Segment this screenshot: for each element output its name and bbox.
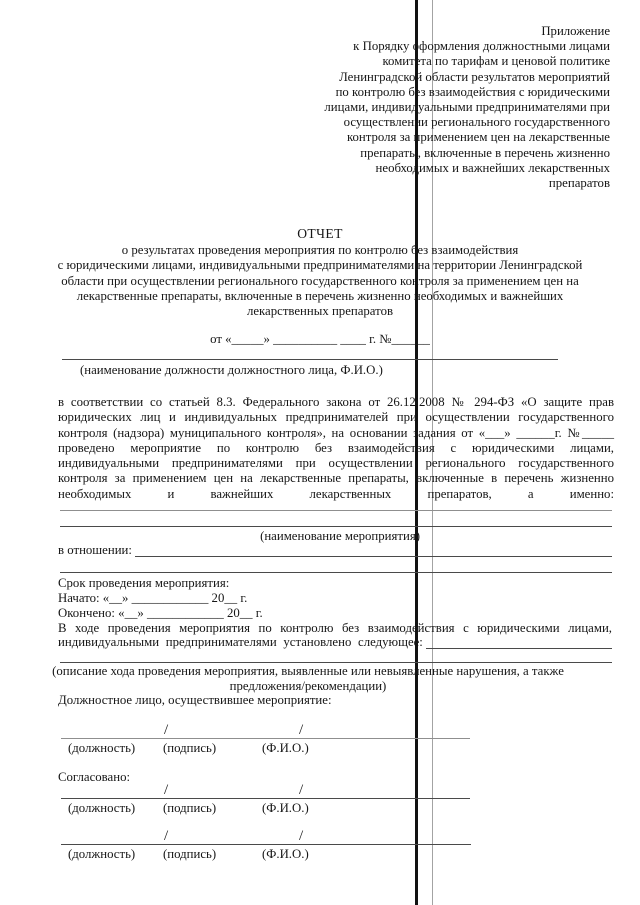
signature-slash: / bbox=[164, 722, 169, 738]
event-name-field-line bbox=[60, 510, 612, 511]
appendix-line: лицами, индивидуальными предпринимателями при bbox=[324, 100, 610, 115]
event-name-field-line bbox=[60, 526, 612, 527]
signature-name-caption: (Ф.И.О.) bbox=[262, 847, 309, 861]
started-line: Начато: «__» ____________ 20__ г. bbox=[58, 591, 248, 605]
course-line: индивидуальными предпринимателями установлено следующее: bbox=[58, 635, 423, 649]
official-name-caption: (наименование должности должностного лица, Ф.И.О.) bbox=[80, 363, 383, 377]
report-subtitle-line: лекарственные препараты, включенные в перечень жизненно необходимых и важнейших bbox=[76, 288, 564, 303]
description-field-line bbox=[60, 662, 612, 663]
appendix-line: препаратов bbox=[548, 176, 610, 191]
course-row bbox=[58, 635, 612, 650]
signature-slash: / bbox=[164, 828, 169, 844]
legal-basis-line: в соответствии со статьей 8.3. Федерального закона от 26.12.2008 № 294-ФЗ «О защите прав bbox=[58, 395, 614, 409]
established-field-line bbox=[426, 636, 612, 649]
description-caption: предложения/рекомендации) bbox=[229, 679, 387, 693]
signature-slash: / bbox=[299, 828, 304, 844]
appendix-line: препараты, включенные в перечень жизненно bbox=[360, 145, 610, 160]
signature-name-caption: (Ф.И.О.) bbox=[262, 741, 309, 755]
report-subtitle-line: области при осуществлении регионального государственного контроля за применением цен на bbox=[61, 273, 579, 288]
appendix-line: контроля за применением цен на лекарственные bbox=[346, 130, 610, 145]
finished-line: Окончено: «__» ____________ 20__ г. bbox=[58, 606, 263, 620]
report-title-block bbox=[30, 226, 610, 319]
signature-slash: / bbox=[164, 782, 169, 798]
official-person-label: Должностное лицо, осуществившее мероприятие: bbox=[58, 693, 332, 707]
appendix-line: комитета по тарифам и ценовой политике bbox=[382, 54, 610, 69]
signature-sign-caption: (подпись) bbox=[163, 801, 217, 815]
official-name-field-line bbox=[62, 359, 558, 360]
signature-sign-caption: (подпись) bbox=[163, 741, 217, 755]
appendix-header bbox=[190, 24, 610, 191]
legal-basis-line: контроля за применением цен на лекарственные препараты, включенные в перечень жизненно bbox=[58, 471, 614, 486]
signature-line bbox=[61, 798, 470, 799]
legal-basis-line: проведено мероприятие по контролю без взаимодействия с юридическими лицами, bbox=[58, 440, 614, 455]
legal-basis-line: индивидуальными предпринимателями при осуществлении регионального государственного bbox=[58, 456, 614, 471]
report-title: ОТЧЕТ bbox=[297, 226, 343, 241]
signature-position-caption: (должность) bbox=[68, 801, 136, 815]
course-line: В ходе проведения мероприятия по контролю без взаимодействия с юридическими лицами, bbox=[58, 621, 612, 635]
signature-position-caption: (должность) bbox=[68, 847, 136, 861]
signature-name-caption: (Ф.И.О.) bbox=[262, 801, 309, 815]
report-date-line: от «_____» __________ ____ г. №______ bbox=[210, 332, 430, 346]
legal-basis-line: юридических лиц и индивидуальных предпринимателей при осуществлении государственного bbox=[58, 410, 614, 425]
regarding-row bbox=[58, 543, 612, 558]
appendix-line: Ленинградской области результатов мероприятий bbox=[339, 69, 610, 84]
legal-basis-line: необходимых и важнейших лекарственных препаратов, а именно: bbox=[58, 486, 614, 501]
agreed-label: Согласовано: bbox=[58, 770, 131, 784]
regarding-field-line bbox=[135, 544, 612, 557]
signature-slash: / bbox=[299, 722, 304, 738]
signature-position-caption: (должность) bbox=[68, 741, 136, 755]
regarding-label: в отношении: bbox=[58, 543, 132, 557]
event-name-caption: (наименование мероприятия) bbox=[260, 529, 420, 543]
regarding-field-line-2 bbox=[60, 572, 612, 573]
signature-line bbox=[61, 738, 470, 739]
appendix-line: Приложение bbox=[541, 24, 610, 38]
appendix-line: по контролю без взаимодействия с юридическими bbox=[335, 84, 610, 99]
report-subtitle-line: о результатах проведения мероприятия по контролю без взаимодействия bbox=[121, 243, 519, 258]
legal-basis-paragraph bbox=[58, 395, 614, 502]
appendix-line: необходимых и важнейших лекарственных bbox=[375, 160, 610, 175]
signature-slash: / bbox=[299, 782, 304, 798]
term-label: Срок проведения мероприятия: bbox=[58, 576, 230, 590]
appendix-line: осуществлении регионального государственного bbox=[343, 115, 610, 130]
legal-basis-line: контроля (надзора) муниципального контроля», на основании задания от «___» ______г. №_____ bbox=[58, 425, 614, 440]
report-subtitle-line: с юридическими лицами, индивидуальными предпринимателями на территории Ленинградской bbox=[57, 258, 583, 273]
appendix-line: к Порядку оформления должностными лицами bbox=[353, 39, 610, 54]
description-caption: (описание хода проведения мероприятия, выявленные или невыявленные нарушения, а также bbox=[52, 664, 564, 678]
signature-sign-caption: (подпись) bbox=[163, 847, 217, 861]
signature-line bbox=[61, 844, 471, 845]
report-subtitle-line: лекарственных препаратов bbox=[246, 304, 394, 319]
